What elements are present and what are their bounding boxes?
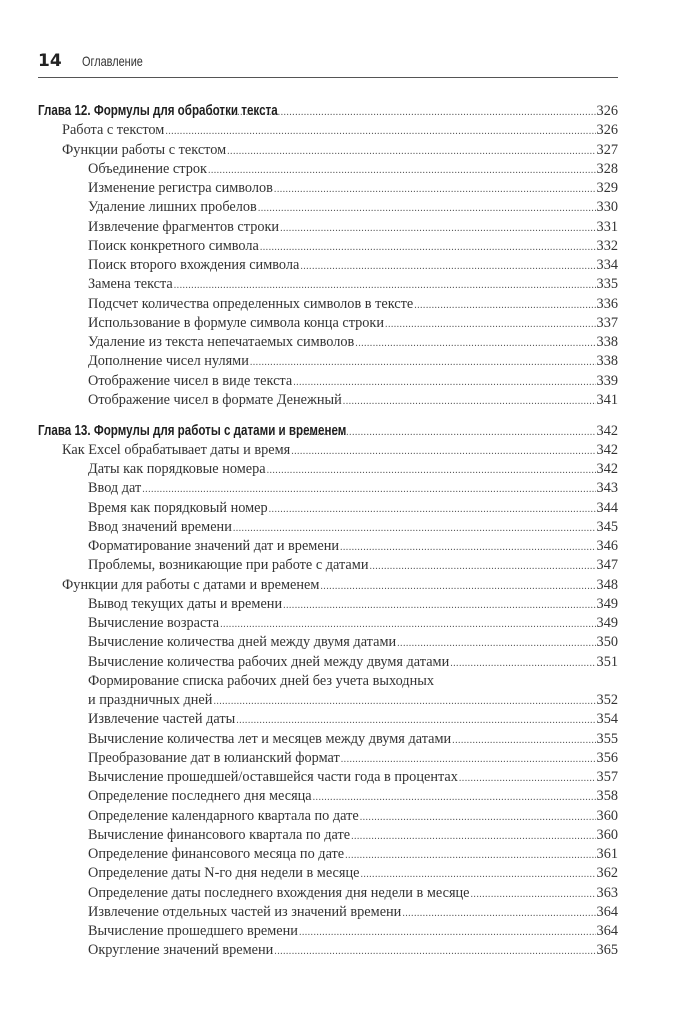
toc-entry-title: Округление значений времени: [88, 942, 274, 959]
toc-page-number: 347: [596, 557, 618, 574]
toc-entry-title: и праздничных дней: [88, 692, 213, 708]
toc-entry-title: Вычисление возраста: [88, 615, 220, 631]
dot-leader: [208, 165, 596, 176]
dot-leader: [269, 504, 596, 515]
dot-leader: [300, 261, 595, 272]
toc-page-number: 332: [596, 237, 618, 254]
section-title: Оглавление: [82, 53, 143, 69]
toc-subsection[interactable]: [38, 885, 618, 904]
toc-page-number: 365: [596, 942, 618, 959]
dot-leader: [351, 831, 595, 842]
toc-entry-title: Дополнение чисел нулями: [88, 353, 249, 370]
dot-leader: [174, 280, 596, 291]
toc-page-number: 361: [596, 846, 618, 862]
toc-page-number: 364: [596, 903, 618, 920]
dot-leader: [402, 908, 595, 919]
toc-page-number: 357: [596, 769, 618, 785]
dot-leader: [220, 619, 595, 630]
toc-page-number: 349: [596, 595, 618, 612]
dot-leader: [293, 377, 595, 388]
dot-leader: [233, 523, 596, 534]
dot-leader: [227, 146, 595, 157]
toc-entry-title: Преобразование дат в юлианский формат: [88, 749, 340, 766]
toc-subsection[interactable]: [38, 180, 618, 199]
toc-page-number: 339: [596, 372, 618, 389]
toc-entry-title: Функции работы с текстом: [62, 141, 227, 158]
toc-subsection[interactable]: [38, 353, 618, 372]
toc-entry-title: Функции для работы с датами и временем: [62, 576, 320, 593]
toc-subsection[interactable]: [38, 392, 618, 411]
toc-page-number: 330: [596, 199, 618, 216]
dot-leader: [283, 600, 595, 611]
dot-leader: [274, 184, 596, 195]
dot-leader: [280, 223, 595, 234]
toc-page-number: 338: [596, 334, 618, 350]
toc-subsection[interactable]: [38, 461, 618, 480]
dot-leader: [213, 696, 595, 707]
toc-subsection[interactable]: [38, 692, 618, 711]
toc-page-number: 336: [596, 295, 618, 312]
toc-subsection[interactable]: [38, 538, 618, 557]
toc-entry-title: Поиск второго вхождения символа: [88, 257, 300, 273]
toc-subsection[interactable]: [38, 711, 618, 730]
toc-entry-title: Глава 12. Формулы для обработки текста: [38, 103, 278, 119]
toc-entry-title: Поиск конкретного символа: [88, 237, 259, 254]
dot-leader: [260, 242, 596, 253]
toc-page-number: 338: [596, 353, 618, 370]
toc-entry-title: Определение финансового месяца по дате: [88, 846, 345, 862]
toc-subsection[interactable]: [38, 827, 618, 846]
toc-subsection[interactable]: [38, 750, 618, 769]
toc-entry-title: Объединение строк: [88, 160, 207, 177]
toc-entry-title: Замена текста: [88, 276, 173, 293]
dot-leader: [355, 338, 595, 349]
dot-leader: [369, 561, 595, 572]
dot-leader: [236, 715, 595, 726]
dot-leader: [250, 357, 596, 368]
toc-page-number: 326: [596, 103, 618, 119]
toc-subsection[interactable]: [38, 315, 618, 334]
toc-entry-title: Вычисление количества лет и месяцев между двумя датами: [88, 730, 452, 747]
toc-entry-title-line: Формирование списка рабочих дней без учета выходных: [88, 672, 434, 689]
toc-subsection[interactable]: [38, 654, 618, 673]
toc-section[interactable]: [38, 122, 618, 141]
toc-subsection[interactable]: [38, 557, 618, 576]
dot-leader: [459, 773, 596, 784]
dot-leader: [258, 203, 596, 214]
toc-page-number: 356: [596, 749, 618, 766]
toc-entry-title: Форматирование значений дат и времени: [88, 538, 339, 554]
toc-subsection[interactable]: [38, 788, 618, 807]
toc-page-number: 354: [596, 711, 618, 728]
toc-page-number: 337: [596, 314, 618, 331]
page-number: 14: [38, 51, 62, 71]
toc-page-number: 351: [596, 653, 618, 670]
dot-leader: [299, 927, 596, 938]
toc-subsection[interactable]: [38, 238, 618, 257]
toc-page-number: 345: [596, 518, 618, 535]
toc-page-number: 335: [596, 276, 618, 293]
toc-entry-title: Определение календарного квартала по дате: [88, 807, 359, 824]
toc-entry-title: Отображение чисел в виде текста: [88, 372, 293, 389]
toc-entry-title: Удаление из текста непечатаемых символов: [88, 334, 355, 350]
toc-entry-title: Отображение чисел в формате Денежный: [88, 391, 342, 408]
toc-subsection[interactable]: [38, 634, 618, 653]
toc-subsection[interactable]: [38, 334, 618, 353]
dot-leader: [313, 792, 596, 803]
toc-subsection[interactable]: [38, 296, 618, 315]
dot-leader: [414, 300, 595, 311]
toc-subsection[interactable]: [38, 161, 618, 180]
toc-subsection[interactable]: [38, 923, 618, 942]
toc-entry-title: Даты как порядковые номера: [88, 461, 266, 477]
toc-subsection[interactable]: [38, 219, 618, 238]
toc-entry-title: Определение даты последнего вхождения дня недели в месяце: [88, 884, 470, 901]
toc-page-number: 346: [596, 538, 618, 554]
toc-subsection[interactable]: [38, 615, 618, 634]
toc-page-number: 364: [596, 923, 618, 939]
table-of-contents: [38, 103, 618, 962]
dot-leader: [341, 754, 596, 765]
toc-subsection[interactable]: [38, 500, 618, 519]
chapter-gap: [38, 411, 618, 423]
toc-page-number: 343: [596, 480, 618, 497]
dot-leader: [343, 396, 596, 407]
toc-section[interactable]: [38, 442, 618, 461]
toc-page-number: 344: [596, 499, 618, 516]
toc-chapter[interactable]: [38, 103, 618, 122]
dot-leader: [452, 735, 595, 746]
toc-subsection[interactable]: [38, 942, 618, 961]
toc-entry-title: Работа с текстом: [62, 122, 165, 139]
toc-subsection[interactable]: [38, 846, 618, 865]
toc-page-number: 358: [596, 788, 618, 805]
toc-entry-title: Вычисление финансового квартала по дате: [88, 826, 351, 843]
toc-entry-title: Определение даты N-го дня недели в месяце: [88, 865, 360, 882]
toc-entry-title: Время как порядковый номер: [88, 499, 268, 516]
toc-entry-title: Извлечение фрагментов строки: [88, 218, 280, 235]
toc-subsection[interactable]: [38, 276, 618, 295]
toc-entry-title: Вычисление количества рабочих дней между двумя датами: [88, 653, 450, 670]
toc-subsection[interactable]: [38, 480, 618, 499]
toc-page-number: 342: [596, 441, 618, 458]
toc-entry-title: Извлечение отдельных частей из значений времени: [88, 903, 402, 920]
toc-subsection[interactable]: [38, 865, 618, 884]
toc-entry-title: Подсчет количества определенных символов в тексте: [88, 295, 414, 312]
toc-entry-title: Проблемы, возникающие при работе с датами: [88, 557, 369, 574]
dot-leader: [471, 889, 596, 900]
toc-subsection[interactable]: [38, 904, 618, 923]
toc-page-number: 342: [596, 422, 618, 439]
dot-leader: [320, 581, 595, 592]
toc-page-number: 352: [596, 692, 618, 708]
toc-entry-title: Вычисление количества дней между двумя датами: [88, 634, 397, 651]
toc-page-number: 350: [596, 634, 618, 651]
dot-leader: [360, 812, 596, 823]
dot-leader: [340, 542, 596, 553]
toc-page-number: 327: [596, 141, 618, 158]
toc-entry-title: Вычисление прошедшего времени: [88, 923, 298, 939]
dot-leader: [345, 850, 595, 861]
toc-section[interactable]: [38, 577, 618, 596]
toc-page-number: 355: [596, 730, 618, 747]
toc-page-number: 363: [596, 884, 618, 901]
toc-page-number: 360: [596, 807, 618, 824]
toc-entry-title: Как Excel обрабатывает даты и время: [62, 441, 291, 458]
toc-entry-title: Использование в формуле символа конца строки: [88, 314, 385, 331]
toc-subsection[interactable]: [38, 373, 618, 392]
toc-entry-title: Изменение регистра символов: [88, 180, 273, 196]
dot-leader: [142, 484, 595, 495]
toc-page-number: 331: [596, 218, 618, 235]
dot-leader: [397, 638, 595, 649]
toc-entry-title: Удаление лишних пробелов: [88, 199, 257, 216]
toc-page-number: 334: [596, 257, 618, 273]
toc-entry-title: Вычисление прошедшей/оставшейся части года в процентах: [88, 769, 458, 785]
toc-page-number: 328: [596, 160, 618, 177]
toc-page-number: 349: [596, 615, 618, 631]
toc-subsection[interactable]: [38, 257, 618, 276]
dot-leader: [291, 446, 595, 457]
toc-subsection[interactable]: [38, 808, 618, 827]
toc-page-number: 342: [596, 461, 618, 477]
dot-leader: [360, 869, 595, 880]
toc-entry-title: Ввод значений времени: [88, 518, 232, 535]
toc-section[interactable]: [38, 142, 618, 161]
toc-page-number: 341: [596, 391, 618, 408]
toc-subsection[interactable]: [38, 199, 618, 218]
toc-page-number: 326: [596, 122, 618, 139]
toc-page-number: 362: [596, 865, 618, 882]
toc-subsection[interactable]: [38, 731, 618, 750]
toc-entry-title: Извлечение частей даты: [88, 711, 236, 728]
toc-entry-title: Ввод дат: [88, 480, 142, 497]
dot-leader: [450, 658, 595, 669]
toc-chapter[interactable]: [38, 423, 618, 442]
running-header: [38, 50, 618, 78]
toc-entry-title: Глава 13. Формулы для работы с датами и временем: [38, 422, 347, 439]
toc-page-number: 348: [596, 576, 618, 593]
toc-entry-title: Определение последнего дня месяца: [88, 788, 312, 805]
toc-entry-title: Вывод текущих даты и времени: [88, 595, 283, 612]
dot-leader: [165, 126, 595, 137]
toc-subsection[interactable]: [38, 519, 618, 538]
toc-page-number: 360: [596, 826, 618, 843]
toc-subsection[interactable]: [38, 769, 618, 788]
toc-subsection[interactable]: [38, 596, 618, 615]
dot-leader: [267, 465, 596, 476]
dot-leader: [274, 946, 595, 957]
dot-leader: [385, 319, 596, 330]
toc-page-number: 329: [596, 180, 618, 196]
